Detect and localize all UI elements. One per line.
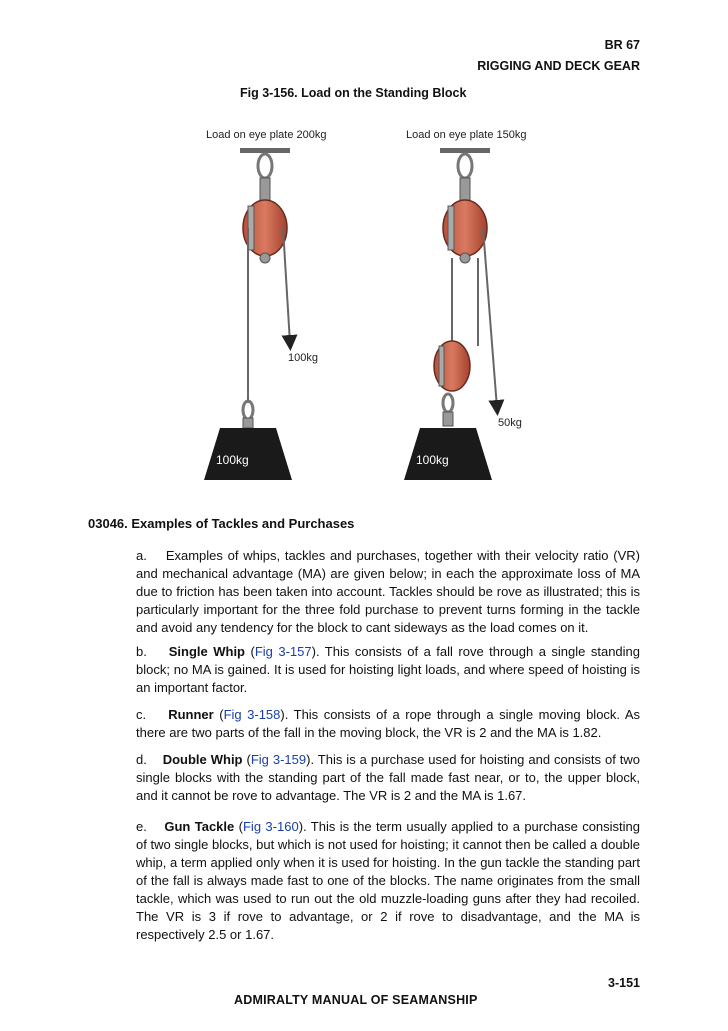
header-doc-code: BR 67 [604, 38, 640, 52]
left-weight-label: 100kg [216, 453, 249, 467]
right-eye-plate [440, 148, 490, 153]
left-eye-plate [240, 148, 290, 153]
para-c-title: Runner [168, 707, 214, 722]
paragraph-e: e. Gun Tackle (Fig 3-160). This is the term usually applied to a purchase consisting of two single blocks, but which is not used for hoisting; it cannot then be called a double whip, a term applied only when it is used for hoisting. In the gun tackle the standing part of the fall is always made fast to one of the blocks. The name originates from the small tackle, which was used to run out the old muzzle-loading guns after they had recoiled. The VR is 3 if rove to advantage, or 2 if rove to disadvantage, and the MA is respectively 2.5 or 1.67. [136, 819, 640, 942]
fig-3-160-link[interactable]: Fig 3-160 [242, 819, 299, 834]
right-fall-hauling [483, 228, 497, 408]
section-heading: 03046. Examples of Tackles and Purchases [88, 516, 355, 531]
right-runner-diagram [404, 129, 527, 480]
fig-3-158-link[interactable]: Fig 3-158 [223, 707, 281, 722]
paragraph-a [136, 547, 640, 637]
left-shackle [258, 154, 272, 178]
left-pull-label: 100kg [288, 352, 318, 364]
left-single-whip-diagram [204, 129, 327, 480]
paragraph-b: b. Single Whip (Fig 3-157). This consists of a fall rove through a single standing block; no MA is gained. It is used for hoisting light loads, and where speed of hoisting is an important factor. [136, 644, 641, 695]
para-a-text: Examples of whips, tackles and purchases, together with their velocity ratio (VR) and mechanical advantage (MA) are given below; in each the approximate loss of MA due to friction has been taken into account. Tackles should be rove as illustrated; this is particularly important for the three fold purchase to prevent turns forming in the tackle and avoid any tendency for the block to cant sideways as the load comes on it. [136, 548, 640, 635]
paragraph-c: c. Runner (Fig 3-158). This consists of a rope through a single moving block. As there are two parts of the fall in the moving block, the VR is 2 and the MA is 1.82. [136, 707, 641, 740]
fig-3-157-link[interactable]: Fig 3-157 [254, 644, 312, 659]
left-eye-plate-label: Load on eye plate 200kg [206, 129, 327, 141]
fig-3-159-link[interactable]: Fig 3-159 [250, 752, 307, 767]
right-weight-label: 100kg [416, 453, 449, 467]
right-shackle [458, 154, 472, 178]
left-hook [260, 178, 270, 200]
para-a-letter: a. [136, 548, 147, 563]
footer-title: ADMIRALTY MANUAL OF SEAMANSHIP [234, 993, 478, 1007]
paragraph-d: d. Double Whip (Fig 3-159). This is a purchase used for hoisting and consists of two single blocks with the standing part of the fall made fast near, or to, the upper block, and it cannot be rove to advantage. The VR is 2 and the MA is 1.67. [136, 752, 640, 803]
tackle-figure [190, 118, 550, 498]
left-fall-hauling [283, 228, 290, 343]
para-e-title: Gun Tackle [164, 819, 235, 834]
figure-caption: Fig 3-156. Load on the Standing Block [240, 86, 467, 100]
para-b-title: Single Whip [168, 644, 245, 659]
right-pull-label: 50kg [498, 417, 522, 429]
page-number: 3-151 [608, 976, 640, 990]
right-eye-plate-label: Load on eye plate 150kg [406, 129, 527, 141]
header-chapter: RIGGING AND DECK GEAR [477, 59, 640, 73]
para-d-title: Double Whip [162, 752, 243, 767]
